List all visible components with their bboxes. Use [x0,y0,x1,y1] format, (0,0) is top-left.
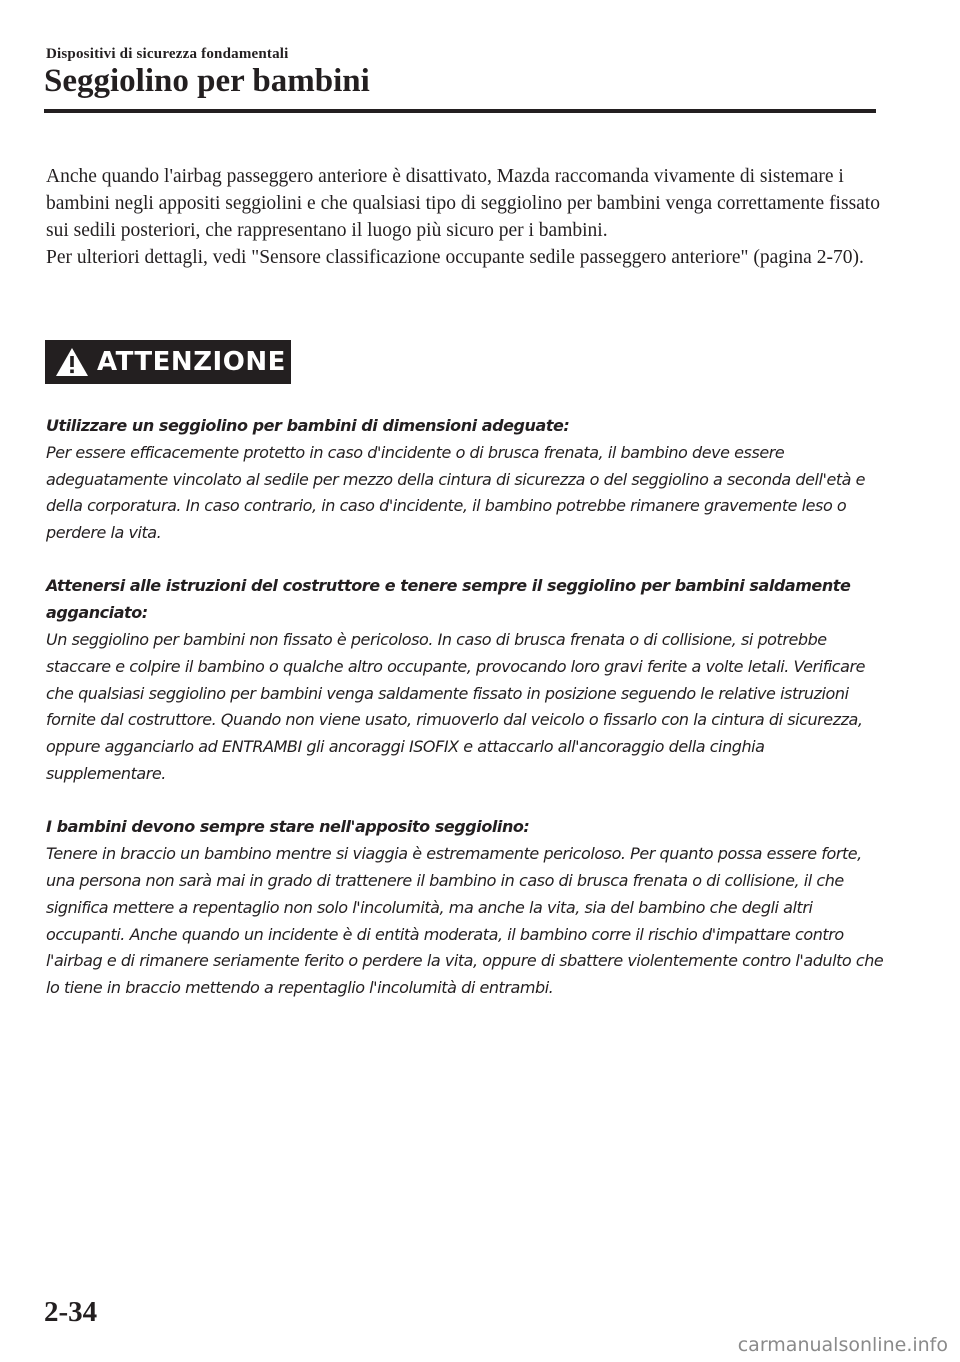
warning-list [46,413,886,1028]
warning-body: Un seggiolino per bambini non fissato è pericoloso. In caso di brusca frenata o di collisione, si potrebbe staccare e colpire il bambino o qualche altro occupante, provocando loro gravi ferite a volte letali. Verificare che qualsiasi seggiolino per bambini venga saldamente fissato in posizione seguendo le relative istruzioni fornite dal costruttore. Quando non viene usato, rimuoverlo dal veicolo o fissarlo con la cintura di sicurezza, oppure agganciarlo ad ENTRAMBI gli ancoraggi ISOFIX e attaccarlo all'ancoraggio della cinghia supplementare. [46,630,865,784]
intro-paragraph-2: Per ulteriori dettagli, vedi "Sensore classificazione occupante sedile passeggero anteriore" (pagina 2-70). [46,247,864,268]
section-label: Dispositivi di sicurezza fondamentali [46,46,289,62]
page-title: Seggiolino per bambini [44,63,370,99]
warning-item [46,573,886,787]
warning-body: Per essere efficacemente protetto in caso d'incidente o di brusca frenata, il bambino deve essere adeguatamente vincolato al sedile per mezzo della cintura di sicurezza o del seggiolino a seconda dell'età e della corporatura. In caso contrario, in caso d'incidente, il bambino potrebbe rimanere gravemente leso o perdere la vita. [46,442,866,543]
intro-text [46,163,886,271]
title-divider [44,109,876,113]
warning-heading: Utilizzare un seggiolino per bambini di dimensioni adeguate: [46,416,570,435]
warning-body: Tenere in braccio un bambino mentre si viaggia è estremamente pericoloso. Per quanto possa essere forte, una persona non sarà mai in grado di trattenere il bambino in caso di brusca frenata o di collisione, il che significa mettere a repentaglio non solo l'incolumità, ma anche la vita, sia del bambino che degli altri occupanti. Anche quando un incidente è di entità moderata, il bambino corre il rischio d'impattare contro l'airbag e di rimanere seriamente ferito o perdere la vita, oppure di sbattere violentemente contro l'adulto che lo tiene in braccio mettendo a repentaglio l'incolumità di entrambi. [46,844,884,998]
warning-heading: I bambini devono sempre stare nell'apposito seggiolino: [46,817,530,837]
warning-item [46,413,886,547]
intro-paragraph-1: Anche quando l'airbag passeggero anteriore è disattivato, Mazda raccomanda vivamente di sistemare i bambini negli appositi seggiolini e che qualsiasi tipo di seggiolino per bambini venga correttamente fissato sui sedili posteriori, che rappresentano il luogo più sicuro per i bambini. [46,166,880,241]
warning-label: ATTENZIONE [97,347,286,377]
warning-heading: Attenersi alle istruzioni del costruttore e tenere sempre il seggiolino per bambini saldamente agganciato: [46,576,851,623]
warning-badge [45,340,291,384]
warning-triangle-icon [55,347,89,377]
watermark: carmanualsonline.info [737,1334,948,1356]
warning-item [46,814,886,1002]
page-number: 2-34 [44,1296,98,1328]
